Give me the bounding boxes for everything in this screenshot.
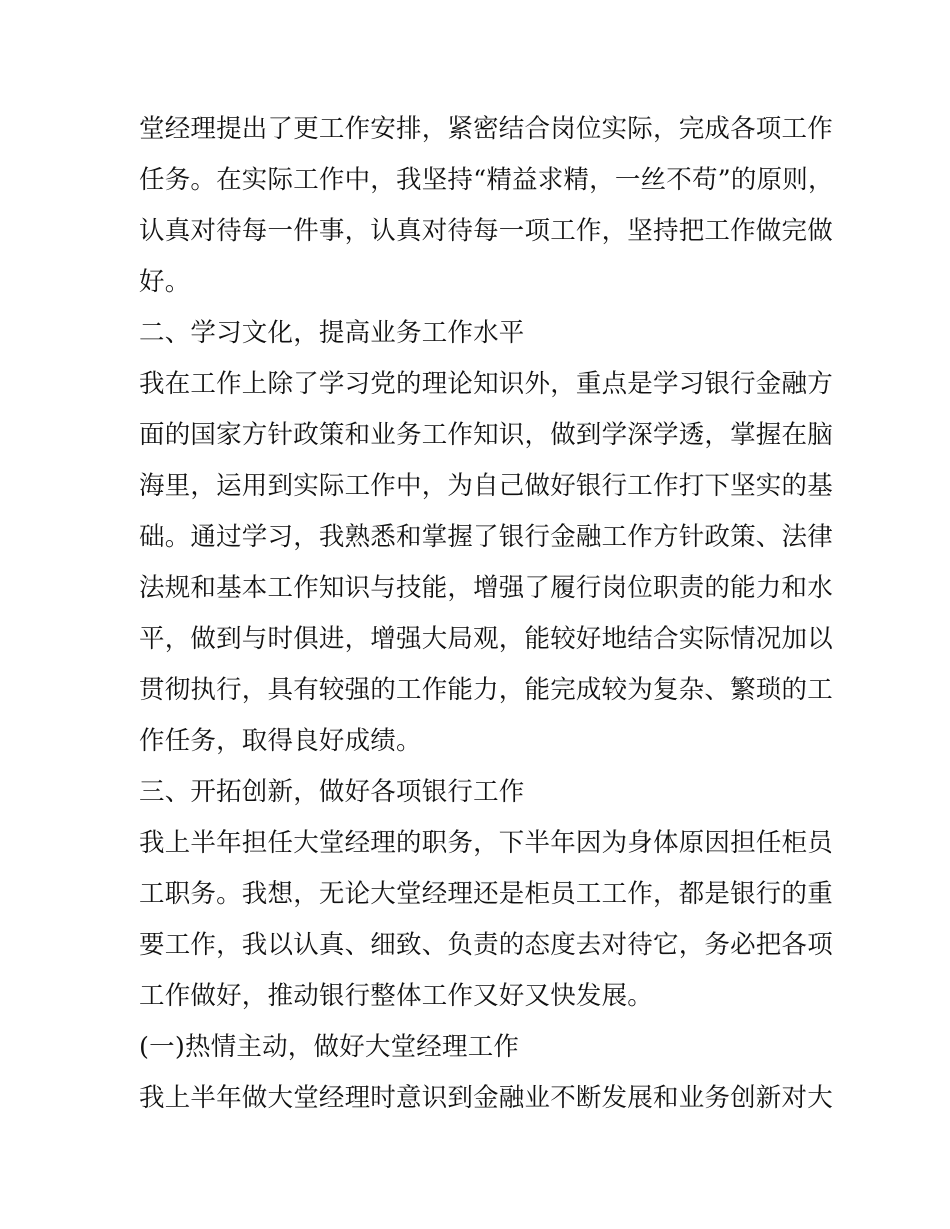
- paragraph-line: 认真对待每一件事，认真对待每一项工作，坚持把工作做完做: [139, 216, 833, 246]
- paragraph-line: 堂经理提出了更工作安排，紧密结合岗位实际，完成各项工作: [139, 114, 833, 144]
- paragraph-line: 工职务。我想，无论大堂经理还是柜员工工作，都是银行的重: [139, 879, 833, 909]
- paragraph-line: 好。: [139, 267, 191, 297]
- paragraph-line: 海里，运用到实际工作中，为自己做好银行工作打下坚实的基: [139, 471, 833, 501]
- paragraph-line: 作任务，取得良好成绩。: [139, 726, 422, 756]
- paragraph-line: 要工作，我以认真、细致、负责的态度去对待它，务必把各项: [139, 930, 833, 960]
- section-heading-2: 二、学习文化，提高业务工作水平: [139, 318, 525, 348]
- document-body: [139, 104, 834, 1124]
- paragraph-line: 贯彻执行，具有较强的工作能力，能完成较为复杂、繁琐的工: [139, 675, 833, 705]
- subsection-heading-1: (一)热情主动，做好大堂经理工作: [139, 1032, 520, 1062]
- paragraph-line: 面的国家方针政策和业务工作知识，做到学深学透，掌握在脑: [139, 420, 833, 450]
- section-heading-3: 三、开拓创新，做好各项银行工作: [139, 777, 525, 807]
- paragraph-line: 我上半年做大堂经理时意识到金融业不断发展和业务创新对大: [139, 1083, 833, 1113]
- paragraph-line: 工作做好，推动银行整体工作又好又快发展。: [139, 981, 654, 1011]
- paragraph-line: 法规和基本工作知识与技能，增强了履行岗位职责的能力和水: [139, 573, 833, 603]
- paragraph-line: 任务。在实际工作中，我坚持“精益求精，一丝不苟”的原则，: [139, 165, 834, 195]
- paragraph-line: 我上半年担任大堂经理的职务，下半年因为身体原因担任柜员: [139, 828, 833, 858]
- paragraph-line: 础。通过学习，我熟悉和掌握了银行金融工作方针政策、法律: [139, 522, 833, 552]
- paragraph-line: 平，做到与时俱进，增强大局观，能较好地结合实际情况加以: [139, 624, 833, 654]
- paragraph-line: 我在工作上除了学习党的理论知识外，重点是学习银行金融方: [139, 369, 833, 399]
